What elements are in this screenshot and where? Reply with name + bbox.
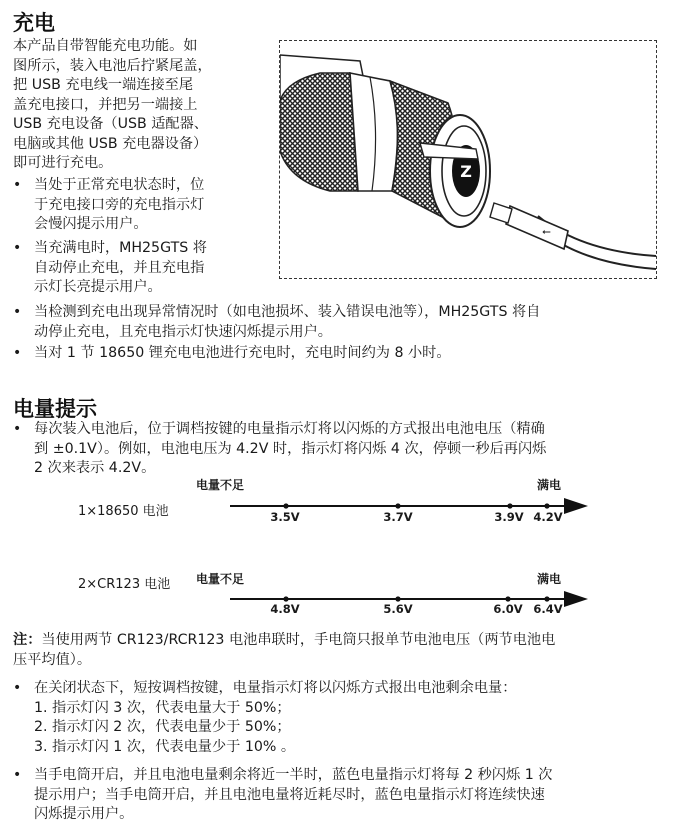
power-note	[13, 631, 555, 670]
scale-tick: 5.6V	[383, 602, 413, 616]
intro-line: 图所示，装入电池后拧紧尾盖，	[13, 57, 212, 74]
bullet-dot: •	[13, 304, 22, 320]
svg-text:⭠: ⭠	[542, 225, 551, 238]
bullet-line: 闪烁提示用户。	[34, 806, 134, 822]
charging-illustration	[279, 40, 657, 279]
bullet-line: 示灯长亮提示用户。	[34, 279, 162, 295]
scale-full-label: 满电	[537, 572, 562, 586]
intro-line: 电脑或其他 USB 充电器设备）	[13, 135, 208, 152]
scale-low-label: 电量不足	[196, 478, 245, 492]
bullet-line: 3. 指示灯闪 1 次，代表电量少于 10% 。	[34, 738, 296, 755]
bullet-dot: •	[13, 680, 22, 696]
bullet-line: 当处于正常充电状态时，位	[34, 177, 205, 193]
scale-battery-label: 1×18650 电池	[78, 504, 169, 519]
section-title-power: 电量提示	[13, 397, 97, 421]
scale-tick: 4.2V	[533, 510, 563, 524]
scale-dot	[544, 596, 549, 601]
bullet-line: 2 次来表示 4.2V。	[34, 460, 156, 476]
bullet-line: 在关闭状态下，短按调档按键，电量指示灯将以闪烁方式报出电池剩余电量：	[34, 680, 517, 696]
bullet-line: 2. 指示灯闪 2 次，代表电量少于 50%；	[34, 719, 291, 735]
bullet-line: 提示用户；当手电筒开启，并且电池电量将近耗尽时，蓝色电量指示灯将连续快速	[34, 786, 545, 803]
intro-line: 即可进行充电。	[13, 155, 113, 171]
bullet-line: 当对 1 节 18650 锂充电电池进行充电时，充电时间约为 8 小时。	[34, 345, 451, 361]
charging-bullet-3	[34, 303, 540, 342]
scale-tick: 6.4V	[533, 602, 563, 616]
scale-dot	[395, 503, 400, 508]
bullet-line: 到 ±0.1V）。例如，电池电压为 4.2V 时，指示灯将闪烁 4 次，停顿一秒后再闪烁	[34, 440, 547, 457]
section-title-charging: 充电	[13, 11, 55, 35]
intro-line: USB 充电设备（USB 适配器、	[13, 116, 208, 132]
bullet-line: 当手电筒开启，并且电池电量剩余将近一半时，蓝色电量指示灯将每 2 秒闪烁 1 次	[34, 767, 553, 783]
scale-tick: 3.7V	[383, 510, 413, 524]
power-bullet-1	[34, 420, 546, 479]
charging-bullet-2	[34, 239, 207, 298]
scale-tick: 6.0V	[493, 602, 523, 616]
power-bullet-3	[34, 766, 552, 825]
bullet-line: 自动停止充电，并且充电指	[34, 259, 205, 276]
bullet-line: 当检测到充电出现异常情况时（如电池损坏、装入错误电池等），MH25GTS 将自	[34, 304, 541, 320]
intro-line: 盖充电接口，并把另一端接上	[13, 96, 198, 113]
bullet-dot: •	[13, 177, 22, 193]
scale-full-label: 满电	[537, 478, 562, 492]
bullet-line: 每次装入电池后，位于调档按键的电量指示灯将以闪烁的方式报出电池电压（精确	[34, 421, 545, 437]
bullet-line: 1. 指示灯闪 3 次，代表电量大于 50%；	[34, 699, 291, 716]
scale-dot	[507, 503, 512, 508]
intro-line: 把 USB 充电线一端连接至尾	[13, 77, 194, 93]
scale-dot	[395, 596, 400, 601]
svg-text:Z: Z	[460, 162, 472, 181]
scale-dot	[283, 596, 288, 601]
scale-arrow	[564, 591, 588, 607]
note-label: 注：	[13, 632, 42, 648]
bullet-line: 会慢闪提示用户。	[34, 216, 148, 232]
flashlight-usb-illustration	[280, 41, 656, 278]
charging-bullet-1	[34, 176, 204, 235]
bullet-line: 动停止充电，且充电指示灯快速闪烁提示用户。	[34, 323, 332, 340]
scale-dot	[544, 503, 549, 508]
scale-dot	[505, 596, 510, 601]
scale-tick: 3.5V	[270, 510, 300, 524]
bullet-line: 于充电接口旁的充电指示灯	[34, 196, 205, 213]
power-bullet-2	[34, 679, 516, 757]
bullet-line: 当充满电时，MH25GTS 将	[34, 240, 207, 256]
note-text: 压平均值）。	[13, 651, 92, 668]
scale-dot	[283, 503, 288, 508]
scale-low-label: 电量不足	[196, 572, 245, 586]
intro-line: 本产品自带智能充电功能。如	[13, 38, 198, 54]
note-text: 当使用两节 CR123/RCR123 电池串联时，手电筒只报单节电池电压（两节电池电	[41, 632, 556, 648]
scale-tick: 4.8V	[270, 602, 300, 616]
bullet-dot: •	[13, 240, 22, 256]
scale-tick: 3.9V	[494, 510, 524, 524]
bullet-dot: •	[13, 345, 22, 361]
bullet-dot: •	[13, 421, 22, 437]
bullet-dot: •	[13, 767, 22, 783]
charging-intro	[13, 37, 212, 174]
scale-arrow	[564, 498, 588, 514]
scale-battery-label: 2×CR123 电池	[78, 577, 171, 592]
charging-bullet-4	[34, 344, 451, 364]
